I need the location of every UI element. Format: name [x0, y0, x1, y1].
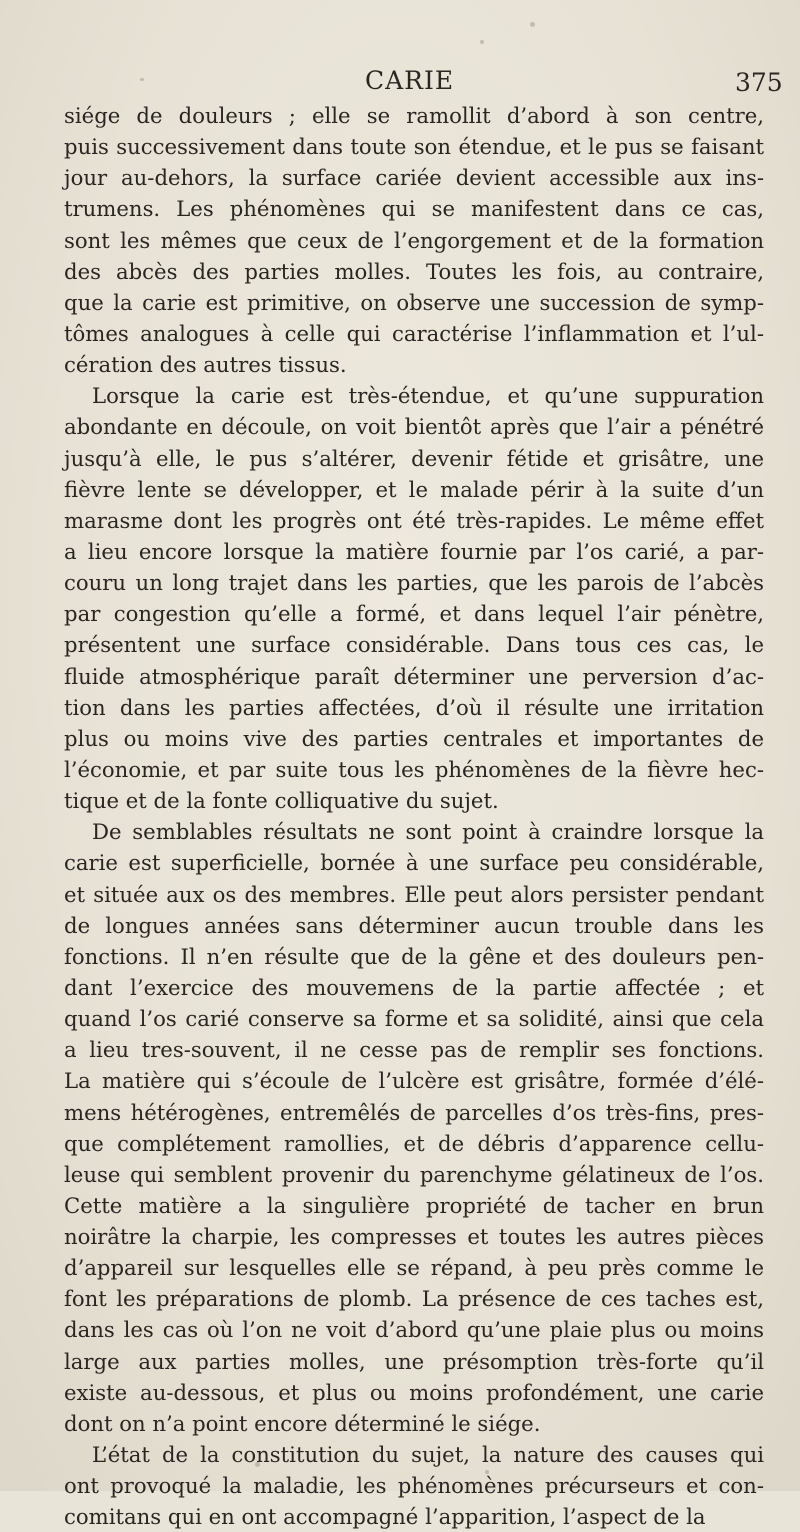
running-title: CARIE: [365, 66, 455, 95]
foxing-spot: [255, 1462, 260, 1467]
text-line: et située aux os des membres. Elle peut alors persister pendant: [64, 881, 764, 907]
text-line: carie est superficielle, bornée à une surface peu considérable,: [64, 850, 764, 876]
text-line: par congestion qu’elle a formé, et dans lequel l’air pénètre,: [64, 601, 764, 627]
text-line: marasme dont les progrès ont été très-rapides. Le même effet: [64, 507, 764, 533]
text-line: dant l’exercice des mouvemens de la partie affectée ; et: [64, 974, 764, 1000]
text-line: dont on n’a point encore déterminé le siége.: [64, 1410, 541, 1436]
text-line: trumens. Les phénomènes qui se manifestent dans ce cas,: [64, 196, 764, 222]
text-line: plus ou moins vive des parties centrales et importantes de: [64, 725, 764, 751]
text-line: De semblables résultats ne sont point à craindre lorsque la: [92, 819, 764, 845]
text-line: existe au-dessous, et plus ou moins profondément, une carie: [64, 1379, 764, 1405]
text-line: large aux parties molles, une présomption très-forte qu’il: [64, 1348, 764, 1374]
text-line: de longues années sans déterminer aucun trouble dans les: [64, 912, 764, 938]
text-line: fièvre lente se développer, et le malade périr à la suite d’un: [64, 476, 764, 502]
text-line: que la carie est primitive, on observe une succession de symp-: [64, 289, 764, 315]
text-line: présentent une surface considérable. Dans tous ces cas, le: [64, 632, 764, 658]
text-line: a lieu encore lorsque la matière fournie par l’os carié, a par-: [64, 538, 764, 564]
text-line: leuse qui semblent provenir du parenchyme gélatineux de l’os.: [64, 1161, 764, 1187]
text-line: mens hétérogènes, entremêlés de parcelles d’os très-fins, pres-: [64, 1099, 764, 1125]
text-line: sont les mêmes que ceux de l’engorgement et de la formation: [64, 227, 764, 253]
text-line: La matière qui s’écoule de l’ulcère est grisâtre, formée d’élé-: [64, 1068, 764, 1094]
text-line: l’économie, et par suite tous les phénomènes de la fièvre hec-: [64, 756, 764, 782]
text-line: puis successivement dans toute son étendue, et le pus se faisant: [64, 134, 764, 160]
text-line: noirâtre la charpie, les compresses et toutes les autres pièces: [64, 1224, 764, 1250]
text-line: que complétement ramollies, et de débris d’apparence cellu-: [64, 1130, 764, 1156]
text-line: L’état de la constitution du sujet, la nature des causes qui: [92, 1442, 764, 1468]
text-line: abondante en découle, on voit bientôt après que l’air a pénétré: [64, 414, 764, 440]
body-text: [64, 100, 764, 1532]
text-line: jusqu’à elle, le pus s’altérer, devenir fétide et grisâtre, une: [64, 445, 764, 471]
text-line: Cette matière a la singulière propriété de tacher en brun: [64, 1192, 764, 1218]
text-line: comitans qui en ont accompagné l’apparition, l’aspect de la: [64, 1504, 706, 1530]
text-line: font les préparations de plomb. La présence de ces taches est,: [64, 1286, 764, 1312]
text-line: des abcès des parties molles. Toutes les fois, au contraire,: [64, 258, 764, 284]
foxing-spot: [140, 78, 144, 81]
text-line: Lorsque la carie est très-étendue, et qu’une suppuration: [92, 383, 764, 409]
foxing-spot: [485, 1470, 489, 1474]
text-line: fluide atmosphérique paraît déterminer une perversion d’ac-: [64, 663, 764, 689]
text-line: tique et de la fonte colliquative du sujet.: [64, 788, 499, 814]
text-line: quand l’os carié conserve sa forme et sa solidité, ainsi que cela: [64, 1006, 764, 1032]
foxing-spot: [530, 22, 535, 27]
text-line: siége de douleurs ; elle se ramollit d’abord à son centre,: [64, 103, 764, 128]
text-line: d’appareil sur lesquelles elle se répand, à peu près comme le: [64, 1255, 764, 1281]
text-line: ont provoqué la maladie, les phénomènes précurseurs et con-: [64, 1473, 764, 1499]
text-line: cération des autres tissus.: [64, 352, 347, 378]
text-line: couru un long trajet dans les parties, que les parois de l’abcès: [64, 570, 764, 596]
text-line: fonctions. Il n’en résulte que de la gêne et des douleurs pen-: [64, 943, 764, 969]
text-line: a lieu tres-souvent, il ne cesse pas de remplir ses fonctions.: [64, 1037, 764, 1063]
page-number: 375: [735, 68, 783, 97]
text-line: dans les cas où l’on ne voit d’abord qu’une plaie plus ou moins: [64, 1317, 764, 1343]
text-line: jour au-dehors, la surface cariée devient accessible aux ins-: [64, 165, 764, 191]
text-line: tômes analogues à celle qui caractérise l’inflammation et l’ul-: [64, 320, 764, 346]
text-line: tion dans les parties affectées, d’où il résulte une irritation: [64, 694, 764, 720]
foxing-spot: [480, 40, 484, 44]
